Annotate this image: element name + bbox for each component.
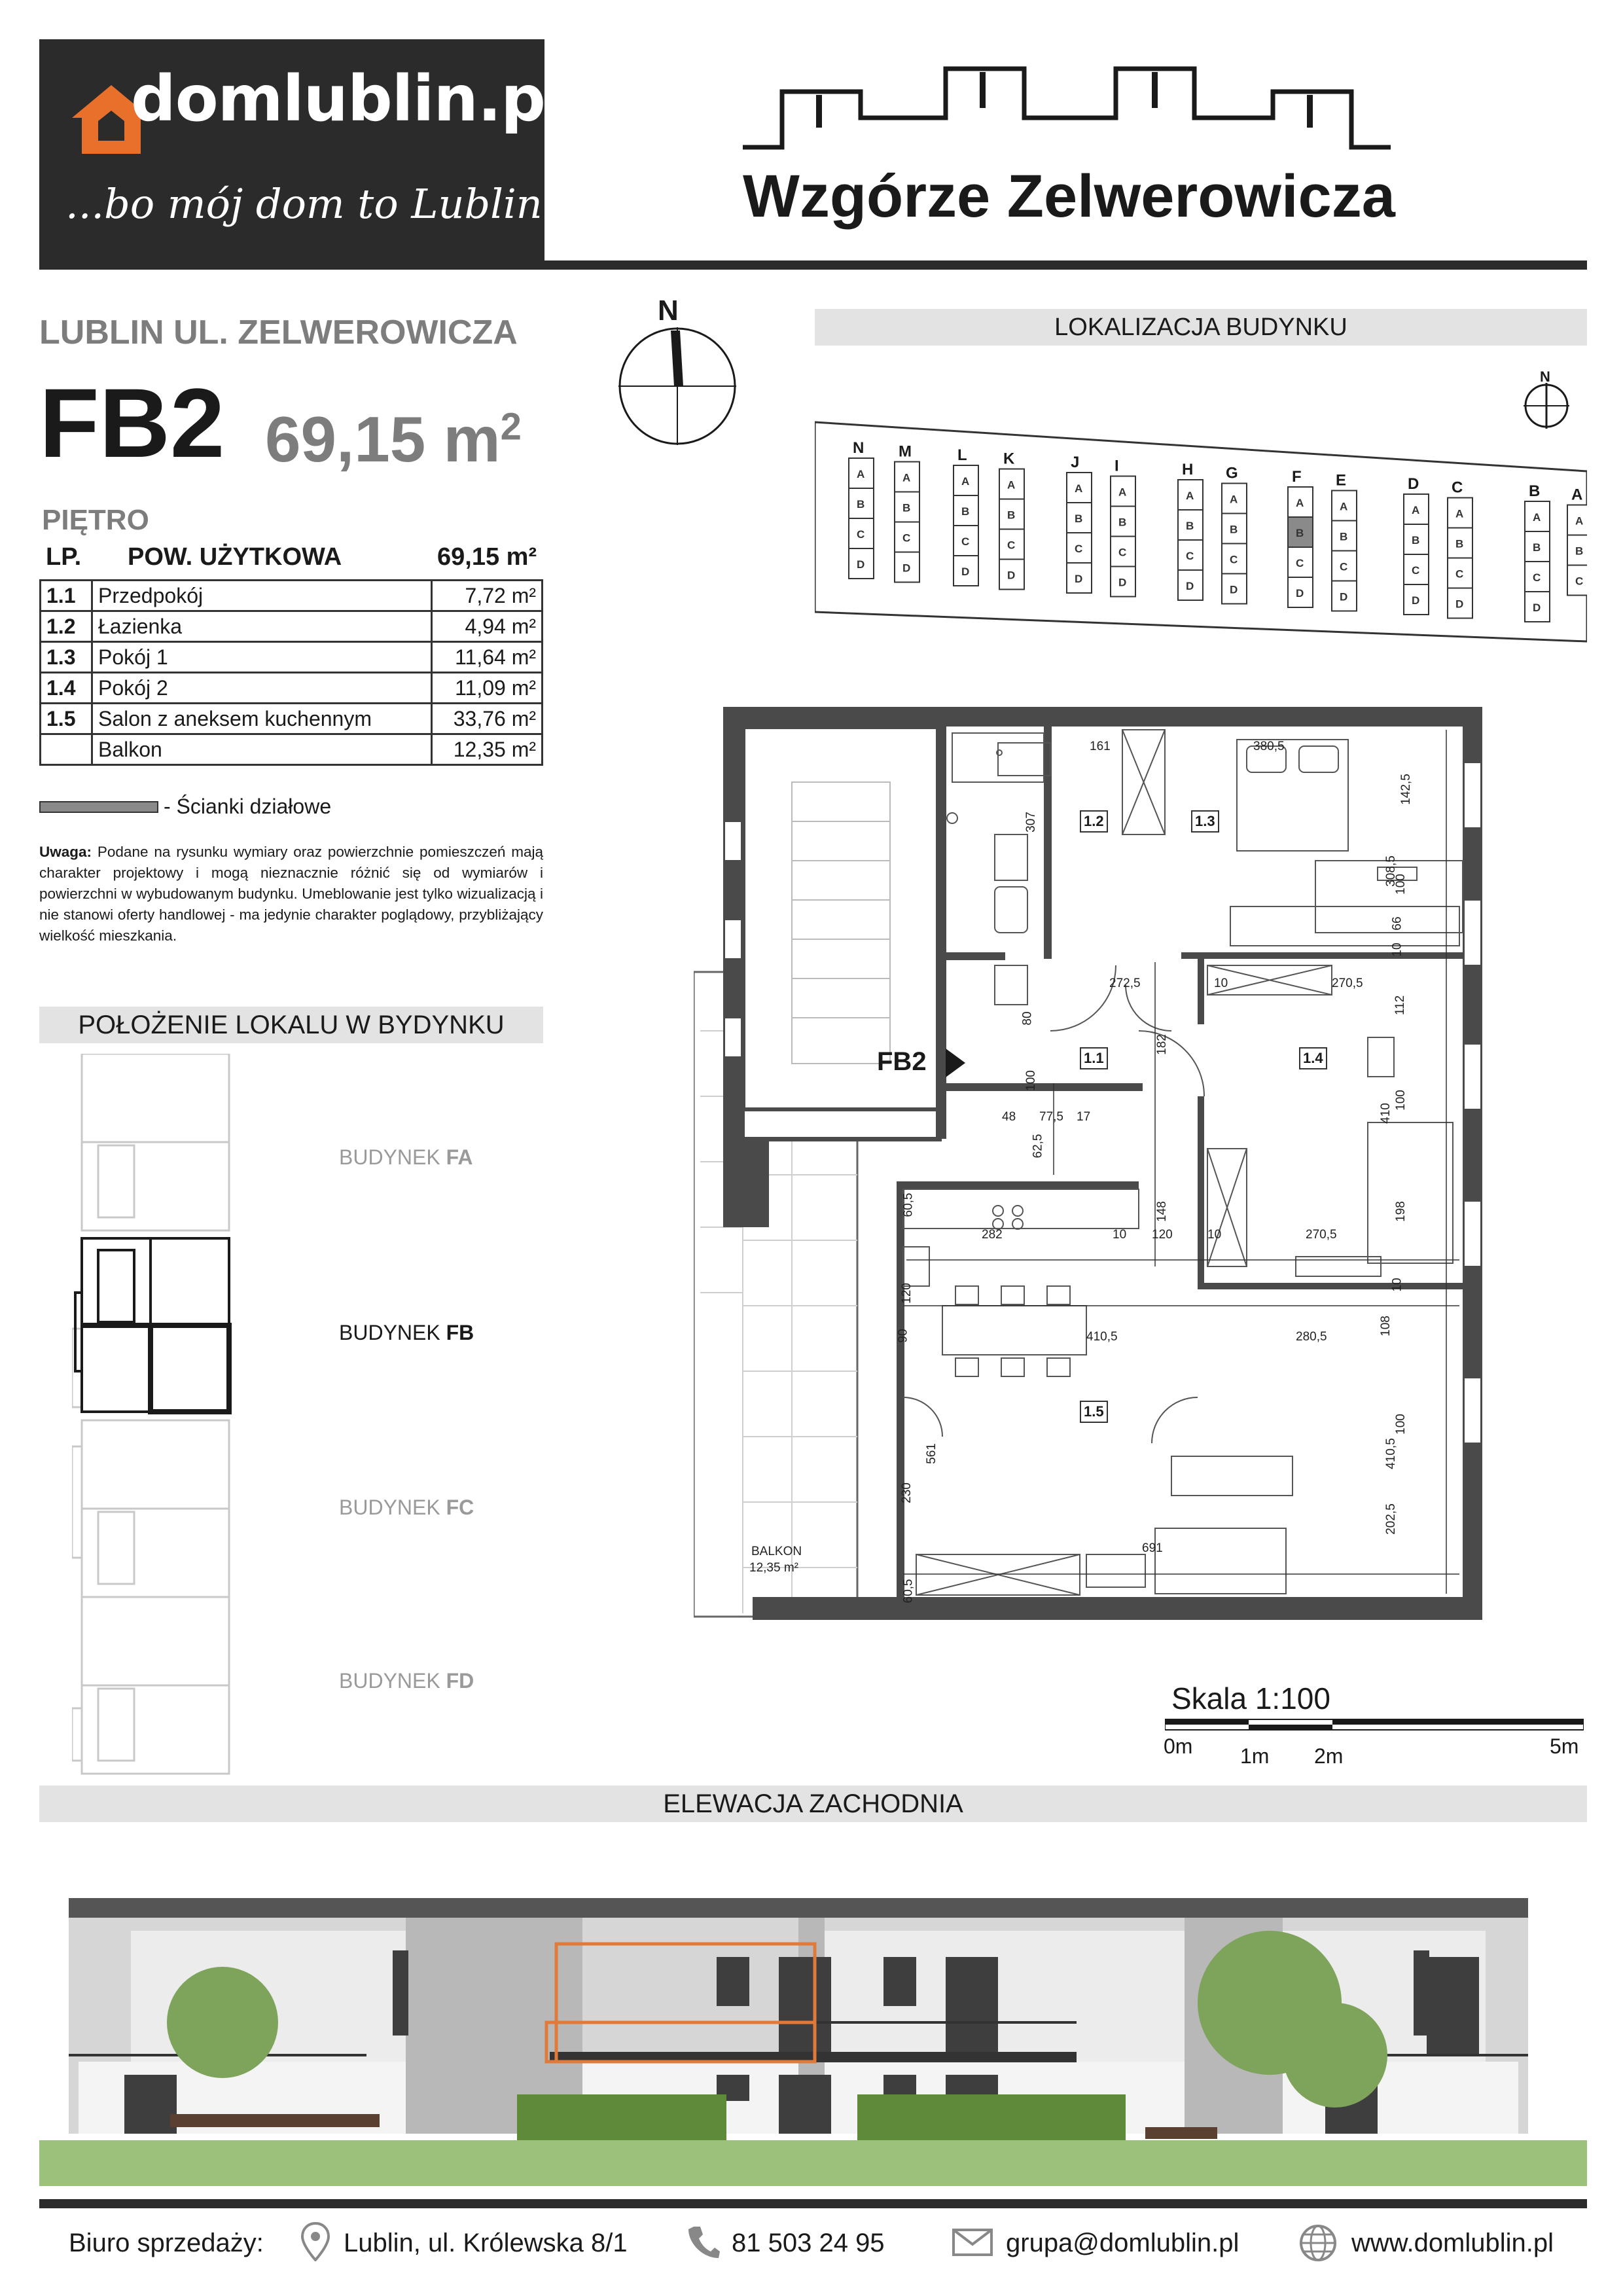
mini-compass-n: N: [1540, 368, 1550, 385]
site-block-label: C: [1340, 560, 1348, 573]
dimension-label: 282: [982, 1228, 1003, 1242]
row-lp: [41, 734, 92, 765]
row-lp: 1.4: [41, 673, 92, 704]
site-block-label: A: [961, 475, 970, 488]
footer-phone: 81 503 24 95: [732, 2229, 885, 2257]
compass-n-label: N: [658, 295, 679, 327]
dimension-label: 66: [1390, 916, 1404, 931]
site-block-label: A: [1575, 514, 1584, 528]
entrance-arrow-icon: [946, 1049, 965, 1077]
floor-label: PIĘTRO: [42, 504, 149, 536]
row-name: Łazienka: [92, 611, 432, 642]
site-block-label: C: [1118, 546, 1127, 559]
site-block-label: B: [1533, 541, 1541, 554]
plan-unit-label: FB2: [877, 1047, 927, 1076]
room-tag-1-2: 1.2: [1080, 810, 1108, 833]
site-letter-c: C: [1452, 478, 1463, 497]
scale-bar: [1165, 1718, 1584, 1731]
room-tag-1-3: 1.3: [1191, 810, 1219, 833]
dimension-label: 10: [1113, 1228, 1127, 1242]
scale-title: Skala 1:100: [1171, 1681, 1330, 1715]
dimension-label: 380,5: [1253, 740, 1285, 753]
dimension-label: 307: [1024, 812, 1038, 833]
floor-plan: [694, 704, 1486, 1633]
dimension-label: 10: [1214, 977, 1228, 990]
site-block-label: A: [1007, 478, 1016, 492]
site-block-label: B: [1007, 509, 1016, 522]
site-block-label: B: [1340, 530, 1348, 543]
row-area: 11,64 m²: [432, 642, 543, 673]
room-tag-1-4: 1.4: [1299, 1047, 1327, 1069]
dimension-label: 120: [1152, 1228, 1173, 1242]
site-block-label: D: [1007, 569, 1016, 582]
scale-1m: 1m: [1240, 1744, 1270, 1768]
elevation-header: ELEWACJA ZACHODNIA: [39, 1785, 1587, 1822]
site-block-label: C: [961, 535, 970, 548]
email-icon: [952, 2229, 993, 2256]
site-letter-k: K: [1003, 450, 1015, 468]
unit-code: FB2: [39, 368, 225, 478]
site-block-label: D: [1296, 587, 1304, 600]
globe-icon: [1299, 2224, 1337, 2262]
site-block-label: A: [1230, 493, 1238, 506]
table-row: [41, 734, 543, 765]
position-header: POŁOŻENIE LOKALU W BYDYNKU: [39, 1007, 543, 1043]
site-block-label: B: [1575, 545, 1584, 558]
dimension-label: 80: [1020, 1011, 1035, 1026]
elevation-rendering: [39, 1859, 1587, 2186]
row-area: 7,72 m²: [432, 581, 543, 611]
phone-icon: [687, 2224, 720, 2259]
scale-0m: 0m: [1164, 1734, 1193, 1758]
compass-icon: [615, 324, 740, 448]
balcony-label: BALKON: [751, 1545, 802, 1558]
dimension-label: 10: [1390, 1278, 1404, 1292]
dimension-label: 561: [924, 1443, 938, 1464]
site-block-label: D: [1186, 580, 1194, 592]
footer-rule: [39, 2199, 1587, 2208]
row-name: Salon z aneksem kuchennym: [92, 704, 432, 734]
site-letter-g: G: [1226, 464, 1238, 482]
dimension-label: 148: [1154, 1201, 1169, 1222]
unit-area: 69,15 $m^2$: [265, 403, 522, 475]
dimension-label: 10: [1207, 1228, 1222, 1242]
building-position-diagram: [72, 1054, 236, 1787]
scale-2m: 2m: [1314, 1744, 1344, 1768]
scale-5m: 5m: [1550, 1734, 1579, 1758]
project-title: Wzgórze Zelwerowicza: [743, 163, 1395, 230]
row-lp: 1.5: [41, 704, 92, 734]
legend-text: - Ścianki działowe: [164, 795, 332, 818]
site-block-label: A: [1455, 507, 1464, 520]
site-letter-a: A: [1571, 486, 1583, 504]
balcony-area: 12,35 m²: [749, 1561, 798, 1575]
site-block-label: D: [902, 562, 911, 575]
site-block-label: A: [1296, 497, 1304, 509]
site-letter-n: N: [853, 439, 865, 457]
site-block-label: B: [1186, 520, 1194, 532]
site-block-label: A: [857, 468, 865, 480]
site-block-label: A: [1118, 486, 1127, 499]
site-block-label: C: [1230, 553, 1238, 566]
row-name: Przedpokój: [92, 581, 432, 611]
building-label-fc: BUDYNEK FC: [339, 1496, 474, 1519]
site-block-label: C: [1412, 564, 1420, 577]
row-area: 12,35 m²: [432, 734, 543, 765]
room-tag-1-1: 1.1: [1080, 1047, 1108, 1069]
site-block-label: C: [1007, 539, 1016, 552]
location-header: LOKALIZACJA BUDYNKU: [815, 309, 1587, 346]
site-block-label: B: [857, 498, 865, 511]
site-block-label: D: [1455, 598, 1464, 611]
site-block-label: B: [1230, 523, 1238, 536]
dimension-label: 100: [1393, 874, 1408, 895]
dimension-label: 308,5: [1383, 855, 1398, 887]
site-block-label: A: [1533, 511, 1541, 524]
row-name: Balkon: [92, 734, 432, 765]
site-block-label: A: [1075, 482, 1083, 495]
footer-address: Lublin, ul. Królewska 8/1: [344, 2229, 628, 2257]
dimension-label: 198: [1393, 1201, 1408, 1222]
site-block-label: B: [1455, 537, 1464, 550]
location-pin-icon: [301, 2222, 330, 2261]
site-block-label: D: [1412, 594, 1420, 607]
dimension-label: 230: [899, 1482, 914, 1503]
dimension-label: 90: [896, 1329, 910, 1343]
site-block-label: D: [1533, 601, 1541, 614]
dimension-label: 10: [1390, 942, 1404, 957]
footer-office-label: Biuro sprzedaży:: [69, 2229, 264, 2257]
row-area: 11,09 m²: [432, 673, 543, 704]
dimension-label: 270,5: [1332, 977, 1363, 990]
site-block-label: D: [1118, 576, 1127, 589]
row-lp: 1.3: [41, 642, 92, 673]
dimension-label: 691: [1142, 1541, 1163, 1555]
dimension-label: 100: [1024, 1070, 1038, 1091]
site-letter-j: J: [1071, 454, 1080, 471]
site-block-label: B: [902, 501, 911, 514]
site-block-label: B: [1296, 527, 1304, 539]
project-skyline-logo: [743, 65, 1391, 151]
footer-email: grupa@domlublin.pl: [1006, 2229, 1240, 2257]
dimension-label: 60,5: [901, 1193, 916, 1217]
dimension-label: 272,5: [1109, 977, 1141, 990]
table-row: [41, 704, 543, 734]
dimension-label: 280,5: [1296, 1330, 1327, 1344]
site-block-label: D: [1230, 583, 1238, 596]
dimension-label: 182: [1154, 1034, 1169, 1055]
logo-text: domlublin.pl: [131, 62, 566, 135]
site-block-label: A: [1340, 500, 1348, 513]
row-lp: 1.1: [41, 581, 92, 611]
table-row: [41, 673, 543, 704]
row-lp: 1.2: [41, 611, 92, 642]
site-letter-m: M: [899, 442, 912, 461]
rooms-table: [39, 579, 543, 766]
dimension-label: 100: [1393, 1090, 1408, 1111]
site-block-label: C: [1455, 567, 1464, 581]
site-letter-b: B: [1529, 482, 1541, 500]
dimension-label: 108: [1378, 1316, 1393, 1336]
row-area: 4,94 m²: [432, 611, 543, 642]
dimension-label: 410,5: [1086, 1330, 1118, 1344]
dimension-label: 17: [1077, 1110, 1091, 1124]
site-block-label: B: [961, 505, 970, 518]
dimension-label: 142,5: [1399, 774, 1413, 805]
site-block-label: C: [1075, 543, 1083, 555]
site-block-label: A: [902, 471, 911, 484]
site-block-label: C: [1575, 575, 1584, 588]
site-block-label: D: [961, 565, 970, 578]
site-letter-f: F: [1292, 468, 1302, 486]
site-block-label: B: [1118, 516, 1127, 529]
header-rule: [39, 260, 1587, 270]
table-row: [41, 581, 543, 611]
dimension-label: 62,5: [1031, 1134, 1045, 1158]
partition-wall-swatch: [39, 801, 158, 813]
site-block-label: C: [1296, 557, 1304, 569]
site-letter-e: E: [1336, 471, 1347, 490]
building-label-fd: BUDYNEK FD: [339, 1669, 474, 1693]
logo-tagline: ...bo mój dom to Lublin: [65, 180, 543, 228]
disclaimer-note: Uwaga: Podane na rysunku wymiary oraz powierzchnie pomieszczeń mają charakter projektowy i mogą nieznacznie różnić się od wymiarów i powierzchni w wybudowanym budynku. Umeblowanie jest tylko wizualizacją i nie stanowi oferty handlowej - ma jedynie charakter poglądowy, przybliżający wielkość mieszkania.: [39, 844, 543, 944]
site-letter-i: I: [1115, 457, 1119, 475]
dimension-label: 410,5: [1383, 1438, 1398, 1469]
dimension-label: 112: [1393, 995, 1408, 1016]
row-area: 33,76 m²: [432, 704, 543, 734]
row-name: Pokój 1: [92, 642, 432, 673]
site-block-label: B: [1412, 534, 1420, 547]
table-head-lp: LP.: [46, 543, 82, 571]
dimension-label: 60,5: [901, 1579, 916, 1604]
table-head-total: 69,15 m²: [437, 543, 537, 571]
dimension-label: 270,5: [1306, 1228, 1337, 1242]
building-label-fb: BUDYNEK FB: [339, 1321, 474, 1344]
site-block-label: C: [1186, 550, 1194, 562]
site-letter-d: D: [1408, 475, 1419, 493]
site-block-label: A: [1412, 504, 1420, 516]
dimension-label: 161: [1090, 740, 1111, 753]
site-block-label: B: [1075, 512, 1083, 525]
table-row: [41, 642, 543, 673]
dimension-label: 77,5: [1039, 1110, 1063, 1124]
site-block-label: D: [1075, 573, 1083, 585]
dimension-label: 48: [1002, 1110, 1016, 1124]
site-letter-l: L: [957, 446, 967, 464]
site-block-label: D: [1340, 590, 1348, 603]
table-row: [41, 611, 543, 642]
building-label-fa: BUDYNEK FA: [339, 1145, 473, 1169]
room-tag-1-5: 1.5: [1080, 1401, 1108, 1423]
dimension-label: 202,5: [1383, 1503, 1398, 1535]
dimension-label: 120: [899, 1283, 914, 1304]
location-address: LUBLIN UL. ZELWEROWICZA: [39, 314, 518, 351]
site-block-label: D: [857, 558, 865, 571]
footer-web: www.domlublin.pl: [1351, 2229, 1554, 2257]
site-block-label: C: [857, 528, 865, 541]
table-head-area: POW. UŻYTKOWA: [128, 543, 342, 571]
site-block-label: A: [1186, 490, 1194, 502]
row-name: Pokój 2: [92, 673, 432, 704]
site-plan-map: [815, 419, 1587, 645]
dimension-label: 100: [1393, 1414, 1408, 1435]
site-letter-h: H: [1182, 461, 1194, 478]
dimension-label: 410: [1378, 1103, 1393, 1124]
site-block-label: C: [1533, 571, 1541, 584]
site-block-label: C: [902, 531, 911, 545]
